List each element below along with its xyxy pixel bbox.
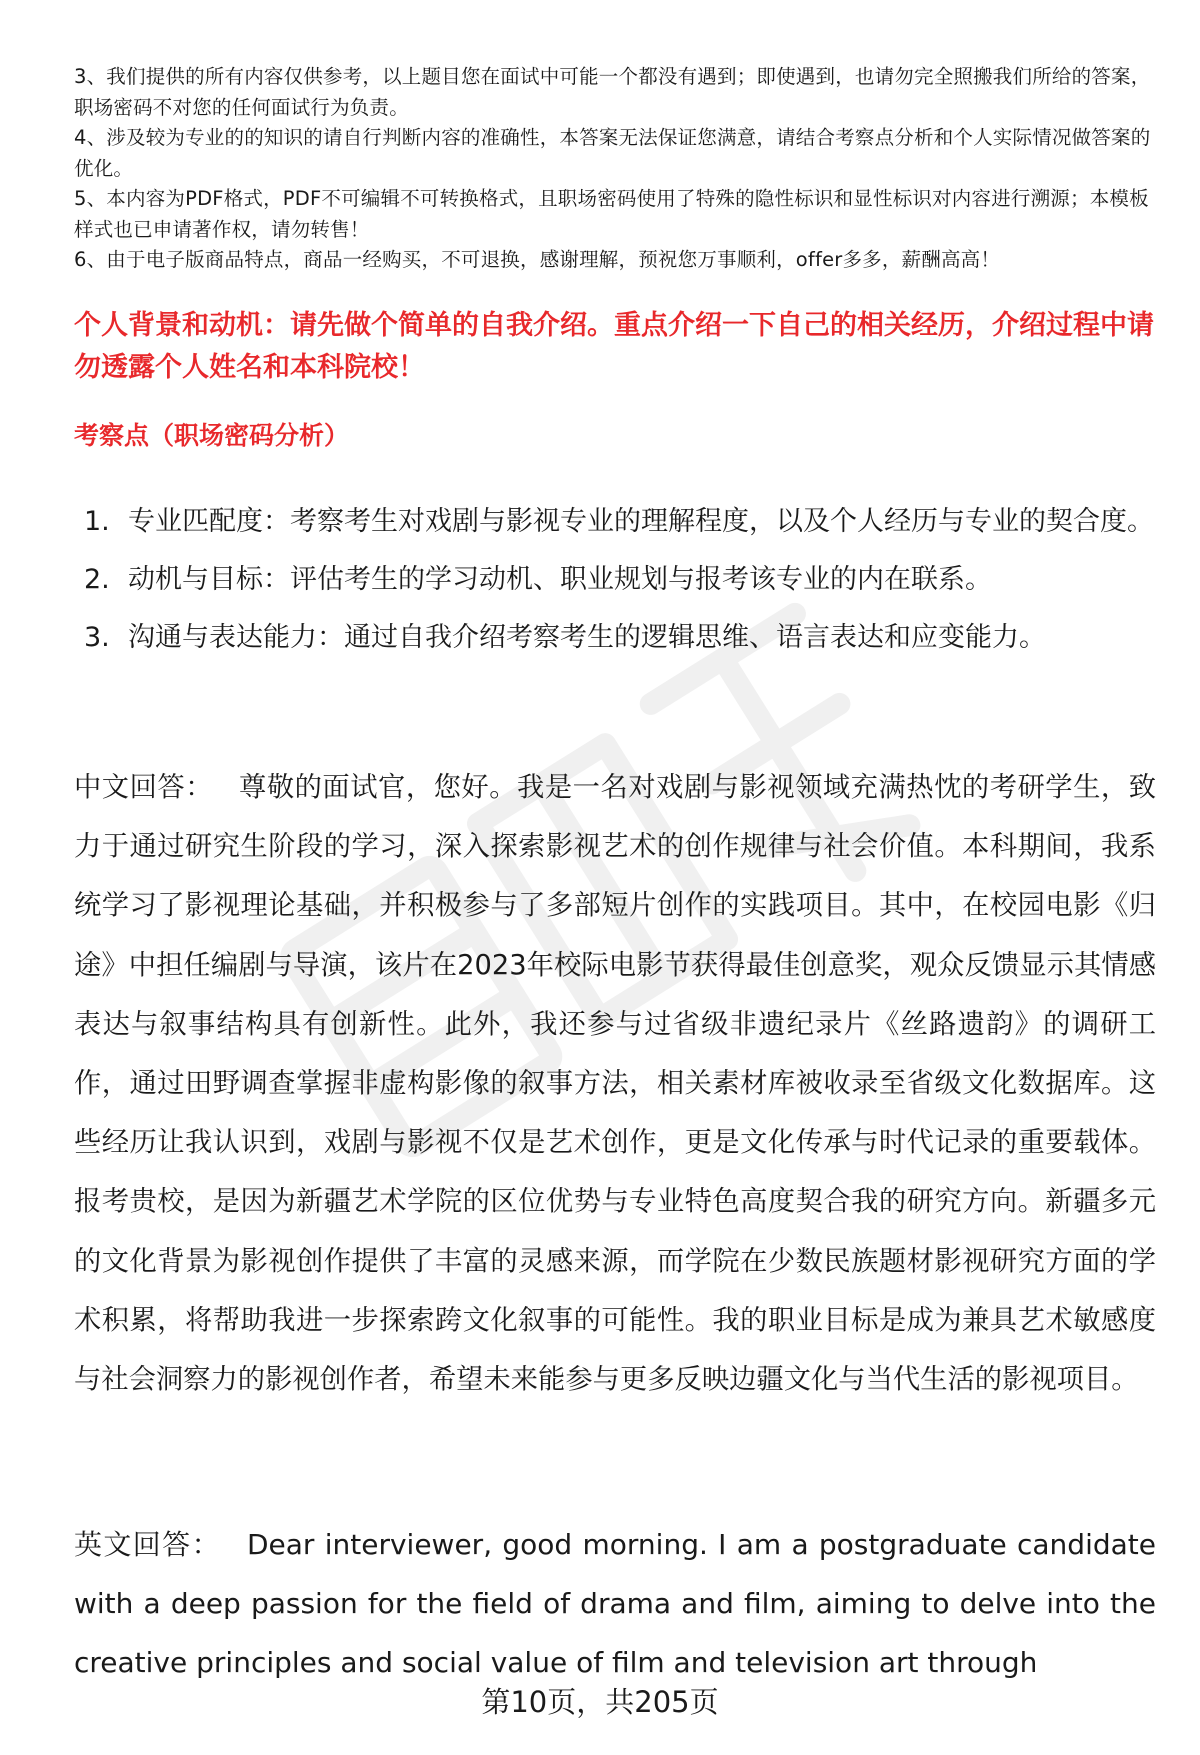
english-answer [74,1515,1156,1693]
analysis-point [84,493,1154,551]
disclaimer-note: 5、本内容为PDF格式，PDF不可编辑不可转换格式，且职场密码使用了特殊的隐性标识和显性标识对内容进行溯源；本模板样式也已申请著作权，请勿转售！ [74,187,1149,241]
interview-question: 个人背景和动机：请先做个简单的自我介绍。重点介绍一下自己的相关经历，介绍过程中请勿透露个人姓名和本科院校！ [74,310,1154,383]
point-number: 2. [84,564,110,595]
page-number-footer: 第10页，共205页 [481,1685,719,1719]
chinese-answer-label: 中文回答： [74,772,214,803]
disclaimer-note: 6、由于电子版商品特点，商品一经购买，不可退换，感谢理解，预祝您万事顺利，offer多多，薪酬高高！ [74,248,1001,271]
analysis-point [84,551,1154,609]
point-text: 沟通与表达能力：通过自我介绍考察考生的逻辑思维、语言表达和应变能力。 [128,622,1046,653]
analysis-heading: 考察点（职场密码分析） [74,421,350,450]
analysis-points-list [84,493,1154,667]
point-text: 动机与目标：评估考生的学习动机、职业规划与报考该专业的内在联系。 [128,564,992,595]
english-answer-text: Dear interviewer, good morning. I am a postgraduate candidate with a deep passion for the field of drama and film, aiming to delve into the creative principles and social value of film and television art through [74,1528,1156,1680]
disclaimer-notes [74,62,1154,276]
point-number: 3. [84,622,110,653]
chinese-answer-text: 尊敬的面试官，您好。我是一名对戏剧与影视领域充满热忱的考研学生，致力于通过研究生阶段的学习，深入探索影视艺术的创作规律与社会价值。本科期间，我系统学习了影视理论基础，并积极参与了多部短片创作的实践项目。其中，在校园电影《归途》中担任编剧与导演，该片在2023年校际电影节获得最佳创意奖，观众反馈显示其情感表达与叙事结构具有创新性。此外，我还参与过省级非遗纪录片《丝路遗韵》的调研工作，通过田野调查掌握非虚构影像的叙事方法，相关素材库被收录至省级文化数据库。这些经历让我认识到，戏剧与影视不仅是艺术创作，更是文化传承与时代记录的重要载体。报考贵校，是因为新疆艺术学院的区位优势与专业特色高度契合我的研究方向。新疆多元的文化背景为影视创作提供了丰富的灵感来源，而学院在少数民族题材影视研究方面的学术积累，将帮助我进一步探索跨文化叙事的可能性。我的职业目标是成为兼具艺术敏感度与社会洞察力的影视创作者，希望未来能参与更多反映边疆文化与当代生活的影视项目。 [74,772,1156,1396]
english-answer-label: 英文回答： [74,1528,221,1561]
chinese-answer [74,758,1156,1409]
disclaimer-note: 4、涉及较为专业的的知识的请自行判断内容的准确性，本答案无法保证您满意，请结合考察点分析和个人实际情况做答案的优化。 [74,126,1151,180]
point-number: 1. [84,506,110,537]
point-text: 专业匹配度：考察考生对戏剧与影视专业的理解程度，以及个人经历与专业的契合度。 [128,506,1154,537]
disclaimer-note: 3、我们提供的所有内容仅供参考，以上题目您在面试中可能一个都没有遇到；即使遇到，也请勿完全照搬我们所给的答案，职场密码不对您的任何面试行为负责。 [74,65,1151,119]
analysis-point [84,609,1154,667]
